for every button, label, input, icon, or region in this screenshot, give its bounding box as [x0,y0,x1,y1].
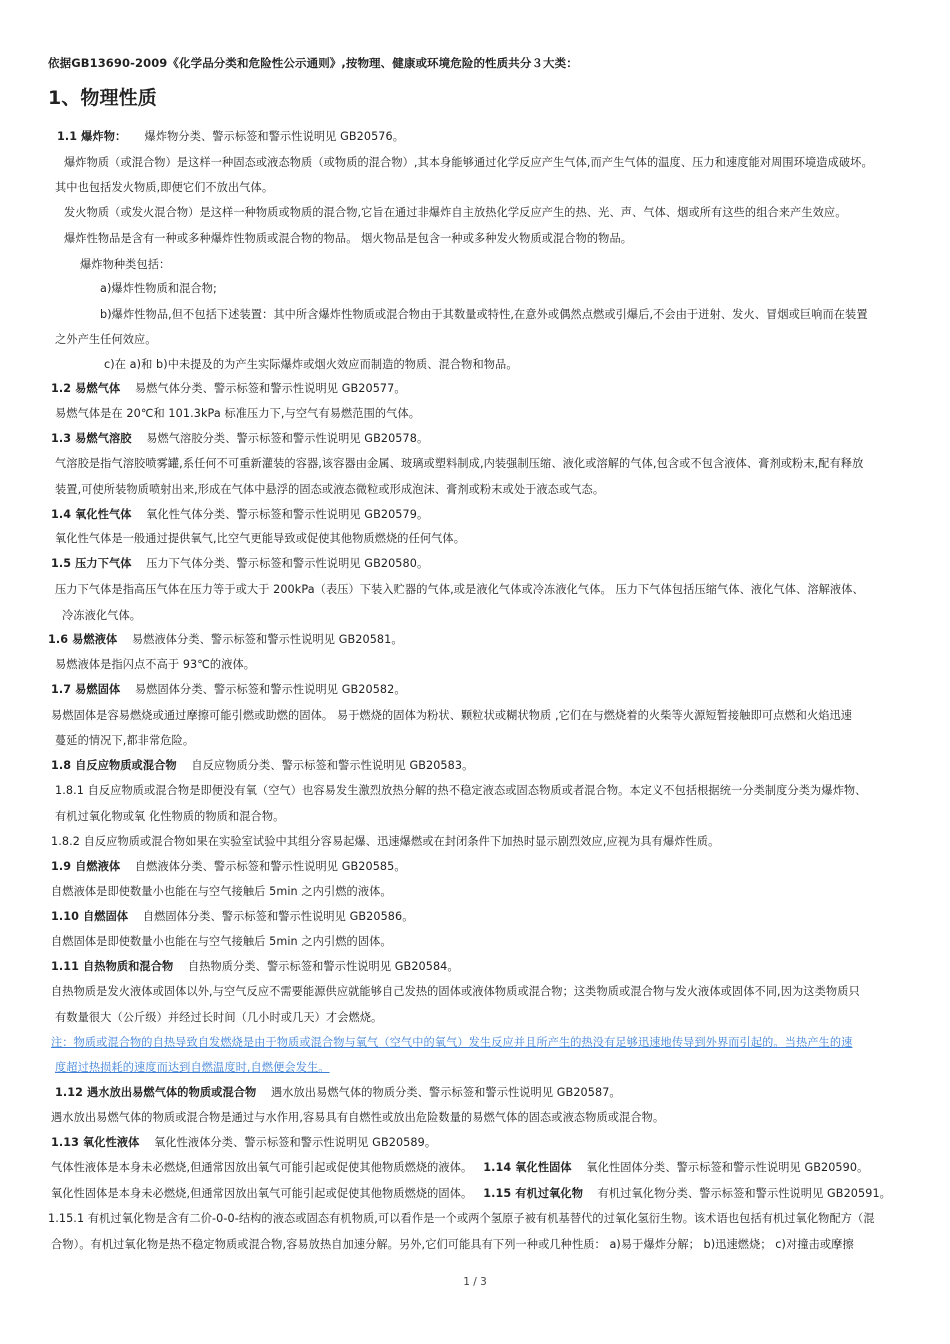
paragraph: 爆炸物种类包括： [80,258,171,271]
paragraph-with-heading-1-14 [51,1161,868,1175]
heading-reference: 压力下气体分类、警示标签和警示性说明见 GB20580。 [146,557,429,570]
paragraph: 爆炸物质（或混合物）是这样一种固态或液态物质（或物质的混合物）,其本身能够通过化学反应产生气体,而产生气体的温度、压力和速度能对周围环境造成破坏。 [64,156,873,169]
paragraph: 蔓延的情况下,都非常危险。 [55,734,195,747]
paragraph: 自燃固体是即使数量小也能在与空气接触后 5min 之内引燃的固体。 [51,935,392,948]
paragraph: 之外产生任何效应。 [55,333,157,346]
heading-1-8 [51,759,473,773]
paragraph: 冷冻液化气体。 [62,609,142,622]
heading-1-3 [51,432,428,446]
heading-number: 1.8 自反应物质或混合物 [51,759,177,772]
heading-1-5 [51,557,428,571]
heading-number: 1.3 易燃气溶胶 [51,432,132,445]
paragraph-text: 氧化性固体是本身未必燃烧,但通常因放出氧气可能引起或促使其他物质燃烧的固体。 [51,1187,473,1200]
heading-1-11 [51,960,459,974]
paragraph: 1.15.1 有机过氧化物是含有二价-0-0-结构的液态或固态有机物质,可以看作是一个或两个氢原子被有机基替代的过氧化氢衍生物。该术语也包括有机过氧化物配方（混 [48,1212,875,1225]
paragraph: 有数量很大（公斤级）并经过长时间（几小时或几天）才会燃烧。 [55,1011,383,1024]
list-item: c)在 a)和 b)中未提及的为产生实际爆炸或烟火效应而制造的物质、混合物和物品。 [104,358,518,371]
paragraph: 自燃液体是即使数量小也能在与空气接触后 5min 之内引燃的液体。 [51,885,392,898]
list-item: b)爆炸性物品,但不包括下述装置：其中所含爆炸性物质或混合物由于其数量或特性,在意外或偶然点燃或引爆后,不会由于迸射、发火、冒烟或巨响而在装置 [100,308,868,321]
heading-number: 1.12 遇水放出易燃气体的物质或混合物 [55,1086,257,1099]
list-item: a)爆炸性物质和混合物; [100,282,217,295]
heading-1-4 [51,508,428,522]
heading-number: 1.13 氧化性液体 [51,1136,140,1149]
paragraph: 1.8.1 自反应物质或混合物是即便没有氧（空气）也容易发生激烈放热分解的热不稳定液态或固态物质或者混合物。本定义不包括根据统一分类制度分类为爆炸物、 [55,784,867,797]
page-number: 1 / 3 [463,1276,487,1288]
heading-1-13 [51,1136,436,1150]
heading-1-9 [51,860,406,874]
heading-number: 1.5 压力下气体 [51,557,132,570]
heading-reference: 氧化性气体分类、警示标签和警示性说明见 GB20579。 [146,508,429,521]
paragraph: 氧化性气体是一般通过提供氧气,比空气更能导致或促使其他物质燃烧的任何气体。 [55,532,466,545]
paragraph-text: 气体性液体是本身未必燃烧,但通常因放出氧气可能引起或促使其他物质燃烧的液体。 [51,1161,473,1174]
paragraph: 发火物质（或发火混合物）是这样一种物质或物质的混合物,它旨在通过非爆炸自主放热化学反应产生的热、光、声、气体、烟或所有这些的组合来产生效应。 [64,206,847,219]
heading-reference: 自反应物质分类、警示标签和警示性说明见 GB20583。 [191,759,474,772]
heading-reference: 易燃气体分类、警示标签和警示性说明见 GB20577。 [134,382,406,395]
heading-number: 1.14 氧化性固体 [483,1161,572,1174]
heading-number: 1.15 有机过氧化物 [483,1187,583,1200]
heading-1-12 [55,1086,621,1100]
heading-reference: 自热物质分类、警示标签和警示性说明见 GB20584。 [187,960,459,973]
heading-number: 1.6 易燃液体 [48,633,118,646]
heading-reference: 易燃固体分类、警示标签和警示性说明见 GB20582。 [134,683,406,696]
heading-1-10 [51,910,414,924]
paragraph: 1.8.2 自反应物质或混合物如果在实验室试验中其组分容易起爆、迅速爆燃或在封闭条件下加热时显示剧烈效应,应视为具有爆炸性质。 [51,835,720,848]
heading-1-1 [57,130,404,144]
heading-reference: 爆炸物分类、警示标签和警示性说明见 GB20576。 [144,130,405,143]
paragraph: 易燃液体是指闪点不高于 93℃的液体。 [55,658,256,671]
paragraph: 有机过氧化物或氧 化性物质的物质和混合物。 [55,810,285,823]
heading-reference: 氧化性固体分类、警示标签和警示性说明见 GB20590。 [586,1161,869,1174]
heading-number: 1.1 爆炸物： [57,130,127,143]
heading-reference: 遇水放出易燃气体的物质分类、警示标签和警示性说明见 GB20587。 [270,1086,621,1099]
heading-1-2 [51,382,406,396]
heading-number: 1.4 氧化性气体 [51,508,132,521]
paragraph: 易燃固体是容易燃烧或通过摩擦可能引燃或助燃的固体。 易于燃烧的固体为粉状、颗粒状或糊状物质 ,它们在与燃烧着的火柴等火源短暂接触即可点燃和火焰迅速 [51,709,853,722]
paragraph: 装置,可使所装物质喷射出来,形成在气体中悬浮的固态或液态微粒或形成泡沫、膏剂或粉末或处于液态或气态。 [55,483,605,496]
note-line: 度超过热损耗的速度而达到自燃温度时,自燃便会发生。 [55,1061,330,1074]
paragraph: 气溶胶是指气溶胶喷雾罐,系任何不可重新灌装的容器,该容器由金属、玻璃或塑料制成,内装强制压缩、液化或溶解的气体,包含或不包含液体、膏剂或粉末,配有释放 [55,457,864,470]
heading-1-7 [51,683,406,697]
heading-reference: 氧化性液体分类、警示标签和警示性说明见 GB20589。 [154,1136,437,1149]
paragraph: 遇水放出易燃气体的物质或混合物是通过与水作用,容易具有自燃性或放出危险数量的易燃气体的固态或液态物质或混合物。 [51,1111,665,1124]
paragraph: 合物）。有机过氧化物是热不稳定物质或混合物,容易放热自加速分解。另外,它们可能具有下列一种或几种性质： a)易于爆炸分解； b)迅速燃烧； c)对撞击或摩擦 [51,1238,854,1251]
paragraph: 爆炸性物品是含有一种或多种爆炸性物质或混合物的物品。 烟火物品是包含一种或多种发火物质或混合物的物品。 [64,232,633,245]
heading-reference: 易燃气溶胶分类、警示标签和警示性说明见 GB20578。 [146,432,429,445]
heading-reference: 自燃固体分类、警示标签和警示性说明见 GB20586。 [142,910,414,923]
heading-number: 1.10 自燃固体 [51,910,129,923]
heading-number: 1.11 自热物质和混合物 [51,960,174,973]
heading-reference: 自燃液体分类、警示标签和警示性说明见 GB20585。 [134,860,406,873]
paragraph: 易燃气体是在 20℃和 101.3kPa 标准压力下,与空气有易燃范围的气体。 [55,407,421,420]
heading-reference: 有机过氧化物分类、警示标签和警示性说明见 GB20591。 [597,1187,891,1200]
heading-number: 1.2 易燃气体 [51,382,121,395]
section-title: 1、物理性质 [48,87,157,109]
heading-reference: 易燃液体分类、警示标签和警示性说明见 GB20581。 [131,633,403,646]
paragraph: 其中也包括发火物质,即便它们不放出气体。 [55,181,274,194]
heading-number: 1.7 易燃固体 [51,683,121,696]
heading-number: 1.9 自燃液体 [51,860,121,873]
paragraph-with-heading-1-15 [51,1187,891,1201]
heading-1-6 [48,633,403,647]
note-line: 注：物质或混合物的自热导致自发燃烧是由于物质或混合物与氧气（空气中的氧气）发生反应并且所产生的热没有足够迅速地传导到外界而引起的。当热产生的速 [51,1036,853,1049]
paragraph: 压力下气体是指高压气体在压力等于或大于 200kPa（表压）下装入贮器的气体,或是液化气体或冷冻液化气体。 压力下气体包括压缩气体、液化气体、溶解液体、 [55,583,864,596]
paragraph: 自热物质是发火液体或固体以外,与空气反应不需要能源供应就能够自己发热的固体或液体物质或混合物；这类物质或混合物与发火液体或固体不同,因为这类物质只 [51,985,860,998]
intro-line: 依据GB13690-2009《化学品分类和危险性公示通则》,按物理、健康或环境危险的性质共分３大类： [48,56,578,70]
